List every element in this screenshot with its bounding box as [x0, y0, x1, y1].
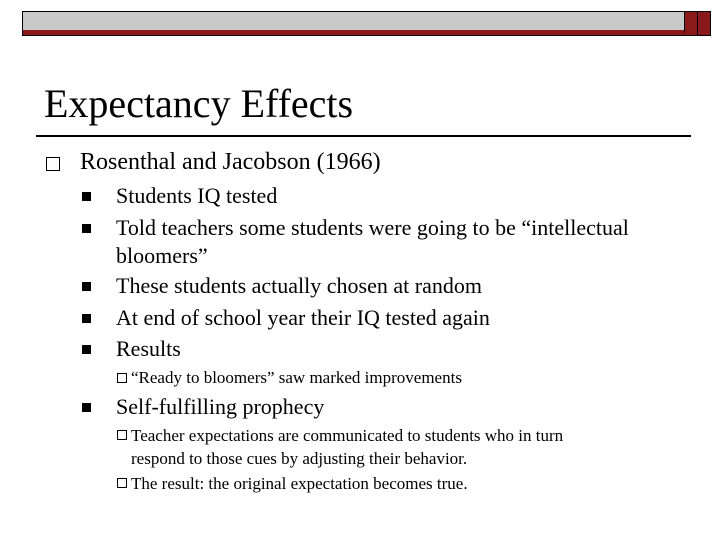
list-item: Results [116, 336, 181, 361]
sub-list-item-continuation: respond to those cues by adjusting their behavior. [131, 449, 468, 468]
list-item: Self-fulfilling prophecy [116, 394, 325, 419]
list-item: At end of school year their IQ tested again [116, 305, 490, 330]
sub-list-item: “Ready to bloomers” saw marked improvements [131, 368, 462, 387]
hollow-square-bullet-icon [46, 157, 60, 171]
hollow-square-bullet-icon [117, 430, 127, 440]
hollow-square-bullet-icon [117, 478, 127, 488]
list-item: Told teachers some students were going to be “intellectual [116, 215, 629, 240]
slide-title: Expectancy Effects [44, 81, 354, 126]
sub-list-item: Teacher expectations are communicated to students who in turn [131, 426, 564, 445]
list-item: Students IQ tested [116, 183, 278, 208]
filled-square-bullet-icon [82, 403, 91, 412]
list-item: These students actually chosen at random [116, 273, 482, 298]
sub-list-item: The result: the original expectation becomes true. [131, 474, 468, 493]
filled-square-bullet-icon [82, 314, 91, 323]
main-point: Rosenthal and Jacobson (1966) [80, 149, 381, 175]
list-item-continuation: bloomers” [116, 243, 208, 268]
filled-square-bullet-icon [82, 345, 91, 354]
hollow-square-bullet-icon [117, 373, 127, 383]
filled-square-bullet-icon [82, 224, 91, 233]
filled-square-bullet-icon [82, 282, 91, 291]
filled-square-bullet-icon [82, 192, 91, 201]
